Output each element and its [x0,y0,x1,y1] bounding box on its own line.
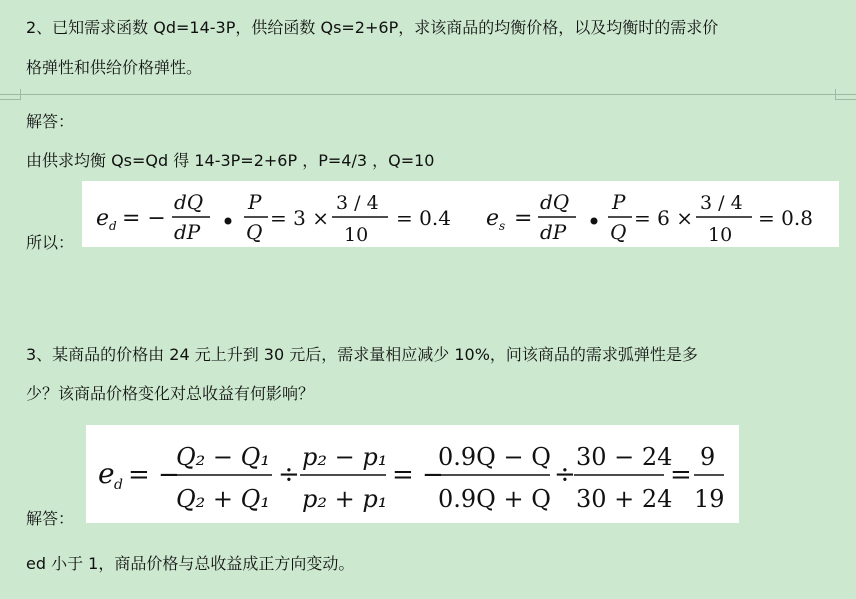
ed-dot [225,218,232,225]
q3-arc-elasticity-formula [86,425,739,523]
page-separator [0,94,856,95]
q3-f5-den: 19 [694,485,725,513]
ed-frac2-den: Q [246,220,263,244]
q3-answer-label: 解答： [26,509,75,528]
es-frac1-num: dQ [540,190,570,214]
q3-f5-num: 9 [700,443,716,471]
q3-f3-num: 0.9Q − Q [438,443,551,471]
es-dot [591,218,598,225]
q3-f1-den: Q₂ + Q₁ [176,485,270,513]
ed-eq: = − [122,206,166,231]
q3-eq3: = [670,460,692,490]
q3-f1-num: Q₂ − Q₁ [176,443,270,471]
q3-f3-den: 0.9Q + Q [438,485,551,513]
ed-lhs-sub: d [109,219,117,233]
q2-text-line2: 格弹性和供给价格弹性。 [26,58,203,77]
q3-eq1: = − [128,460,180,490]
es-eq: = [514,206,533,231]
q3-text-line2: 少？该商品价格变化对总收益有何影响？ [26,384,315,403]
es-frac1-den: dP [540,220,567,244]
q2-so-label: 所以： [26,233,75,252]
page-corner-left [0,89,21,100]
q3-f2-den: p₂ + p₁ [302,485,388,513]
ed-frac2-num: P [248,190,262,214]
q2-elasticity-formula [82,181,839,247]
es-frac3-den: 10 [708,224,733,246]
es-lhs: e [486,206,500,231]
q3-eq2: = − [392,460,444,490]
q3-f4-num: 30 − 24 [576,443,673,471]
q2-solution: 由供求均衡 Qs=Qd 得 14-3P=2+6P ，P=4/3 ，Q=10 [26,151,435,170]
es-mult: = 6 × [634,206,693,230]
q3-f4-den: 30 + 24 [576,485,673,513]
ed-frac3-den: 10 [344,224,369,246]
q3-lhs: e [98,457,115,490]
q3-f2-num: p₂ − p₁ [302,443,388,471]
q2-answer-label: 解答： [26,112,75,131]
q2-text-line1: 2、已知需求函数 Qd=14-3P，供给函数 Qs=2+6P，求该商品的均衡价格，以及均衡时的需求价 [26,18,719,37]
ed-frac1-num: dQ [174,190,204,214]
es-frac3-num: 3 / 4 [700,192,743,214]
page-corner-right [835,89,856,100]
ed-result: = 0.4 [396,206,451,230]
ed-frac3-num: 3 / 4 [336,192,379,214]
q3-div2: ÷ [554,460,576,490]
ed-lhs: e [96,206,110,231]
q3-lhs-sub: d [114,477,123,493]
ed-frac1-den: dP [174,220,201,244]
q3-conclusion: ed 小于 1，商品价格与总收益成正方向变动。 [26,554,355,573]
es-result: = 0.8 [758,206,813,230]
es-frac2-num: P [612,190,626,214]
es-frac2-den: Q [610,220,627,244]
es-lhs-sub: s [499,219,506,233]
ed-mult: = 3 × [270,206,329,230]
q3-text-line1: 3、某商品的价格由 24 元上升到 30 元后，需求量相应减少 10%，问该商品的需求弧弹性是多 [26,345,698,364]
q3-div1: ÷ [278,460,300,490]
